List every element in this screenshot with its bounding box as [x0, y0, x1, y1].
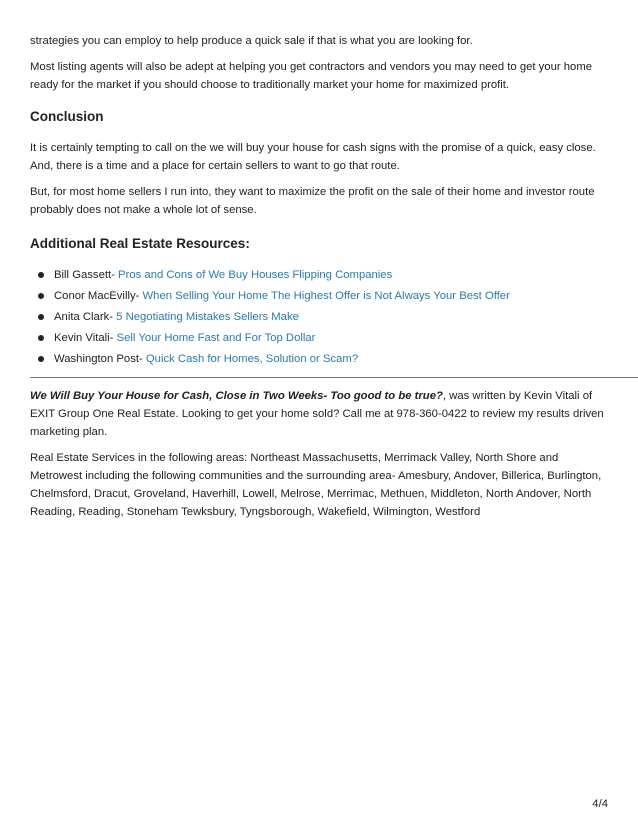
- resource-link[interactable]: Quick Cash for Homes, Solution or Scam?: [145, 353, 359, 365]
- paragraph-conclusion-1: It is certainly tempting to call on the we will buy your house for cash signs with the promise of a quick, easy close. And, there is a time and a place for certain sellers to want to go that route.: [30, 142, 596, 172]
- byline-title: We Will Buy Your House for Cash, Close in Two Weeks- Too good to be true?: [30, 390, 443, 402]
- bullet-icon: [38, 293, 44, 299]
- resources-list: [30, 266, 610, 368]
- resource-link[interactable]: Sell Your Home Fast and For Top Dollar: [116, 332, 316, 344]
- bullet-icon: [38, 314, 44, 320]
- resource-link[interactable]: When Selling Your Home The Highest Offer is Not Always Your Best Offer: [142, 290, 510, 302]
- resource-author: Anita Clark-: [54, 311, 114, 323]
- resource-author: Kevin Vitali-: [54, 332, 114, 344]
- list-item: [30, 308, 610, 326]
- bullet-icon: [38, 335, 44, 341]
- list-item: [30, 350, 610, 368]
- resource-link[interactable]: 5 Negotiating Mistakes Sellers Make: [116, 311, 299, 323]
- paragraph-conclusion-2: But, for most home sellers I run into, they want to maximize the profit on the sale of their home and investor route probably does not make a whole lot of sense.: [30, 186, 595, 216]
- conclusion-heading: Conclusion: [30, 109, 104, 124]
- list-item: [30, 287, 610, 305]
- list-item: [30, 266, 610, 284]
- section-divider: [30, 377, 638, 378]
- service-areas-paragraph: Real Estate Services in the following areas: Northeast Massachusetts, Merrimack Valley, North Shore and Metrowest including the following communities and the surrounding area- Amesbury, Andover, Billerica, Burlington, Chelmsford, Dracut, Groveland, Haverhill, Lowell, Melrose, Merrimac, Methuen, Middleton, North Andover, North Reading, Reading, Stoneham Tewksbury, Tyngsborough, Wakefield, Wilmington, Westford: [30, 452, 602, 518]
- bullet-icon: [38, 272, 44, 278]
- resource-link[interactable]: Pros and Cons of We Buy Houses Flipping Companies: [118, 269, 393, 281]
- page-content: [30, 32, 610, 529]
- paragraph-listing-agents: Most listing agents will also be adept at helping you get contractors and vendors you may need to get your home ready for the market if you should choose to traditionally market your home for maximized profit.: [30, 61, 593, 91]
- page-number: 4/4: [592, 798, 608, 810]
- bullet-icon: [38, 356, 44, 362]
- byline-paragraph: [30, 387, 610, 441]
- resource-author: Washington Post-: [54, 353, 143, 365]
- paragraph-strategies: strategies you can employ to help produce a quick sale if that is what you are looking for.: [30, 35, 473, 47]
- resources-heading: Additional Real Estate Resources:: [30, 236, 250, 251]
- resource-author: Bill Gassett-: [54, 269, 115, 281]
- resource-author: Conor MacEvilly-: [54, 290, 140, 302]
- byline-text: , was written by Kevin Vitali of EXIT Group One Real Estate. Looking to get your home sold? Call me at 978-360-0422 to review my results driven marketing plan.: [30, 390, 604, 438]
- list-item: [30, 329, 610, 347]
